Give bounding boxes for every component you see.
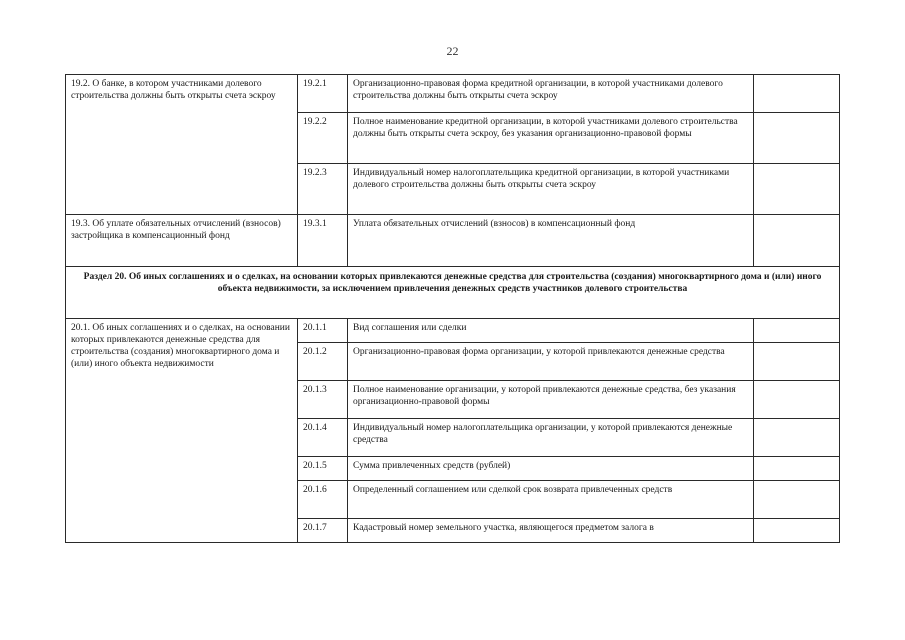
row-code: 20.1.1 xyxy=(298,319,348,343)
row-text: Полное наименование кредитной организации, в которой участниками долевого строительства должны быть открыты счета эскроу, без указания организационно-правовой формы xyxy=(348,113,754,164)
row-text: Уплата обязательных отчислений (взносов) в компенсационный фонд xyxy=(348,215,754,267)
row-code: 20.1.7 xyxy=(298,519,348,543)
value-cell xyxy=(754,381,840,419)
group-title-20-1: 20.1. Об иных соглашениях и о сделках, на основании которых привлекаются денежные средства для строительства (создания) многоквартирного дома и (или) иного объекта недвижимости xyxy=(66,319,298,543)
group-title-19-2: 19.2. О банке, в котором участниками долевого строительства должны быть открыты счета эскроу xyxy=(66,75,298,215)
row-code: 19.2.1 xyxy=(298,75,348,113)
disclosure-table xyxy=(65,74,840,543)
value-cell xyxy=(754,457,840,481)
row-text: Организационно-правовая форма кредитной организации, в которой участниками долевого строительства должны быть открыты счета эскроу xyxy=(348,75,754,113)
row-text: Определенный соглашением или сделкой срок возврата привлеченных средств xyxy=(348,481,754,519)
value-cell xyxy=(754,164,840,215)
group-title-19-3: 19.3. Об уплате обязательных отчислений (взносов) застройщика в компенсационный фонд xyxy=(66,215,298,267)
table-row xyxy=(66,215,840,267)
value-cell xyxy=(754,75,840,113)
row-text: Кадастровый номер земельного участка, являющегося предметом залога в xyxy=(348,519,754,543)
row-code: 20.1.4 xyxy=(298,419,348,457)
value-cell xyxy=(754,481,840,519)
value-cell xyxy=(754,519,840,543)
value-cell xyxy=(754,319,840,343)
row-text: Индивидуальный номер налогоплательщика организации, у которой привлекаются денежные средства xyxy=(348,419,754,457)
row-code: 19.2.3 xyxy=(298,164,348,215)
row-code: 20.1.2 xyxy=(298,343,348,381)
section-heading-row xyxy=(66,267,840,319)
row-text: Сумма привлеченных средств (рублей) xyxy=(348,457,754,481)
value-cell xyxy=(754,343,840,381)
table-row xyxy=(66,75,840,113)
row-text: Вид соглашения или сделки xyxy=(348,319,754,343)
row-text: Индивидуальный номер налогоплательщика кредитной организации, в которой участниками долевого строительства должны быть открыты счета эскроу xyxy=(348,164,754,215)
row-code: 20.1.6 xyxy=(298,481,348,519)
row-code: 19.3.1 xyxy=(298,215,348,267)
table-row xyxy=(66,319,840,343)
row-text: Полное наименование организации, у которой привлекаются денежные средства, без указания организационно-правовой формы xyxy=(348,381,754,419)
row-code: 20.1.5 xyxy=(298,457,348,481)
value-cell xyxy=(754,419,840,457)
value-cell xyxy=(754,113,840,164)
section-20-heading: Раздел 20. Об иных соглашениях и о сделках, на основании которых привлекаются денежные средства для строительства (создания) многоквартирного дома и (или) иного объекта недвижимости, за исключением привлечения денежных средств участников долевого строительства xyxy=(66,267,840,319)
page-number: 22 xyxy=(446,44,459,58)
row-code: 19.2.2 xyxy=(298,113,348,164)
row-code: 20.1.3 xyxy=(298,381,348,419)
value-cell xyxy=(754,215,840,267)
row-text: Организационно-правовая форма организации, у которой привлекаются денежные средства xyxy=(348,343,754,381)
